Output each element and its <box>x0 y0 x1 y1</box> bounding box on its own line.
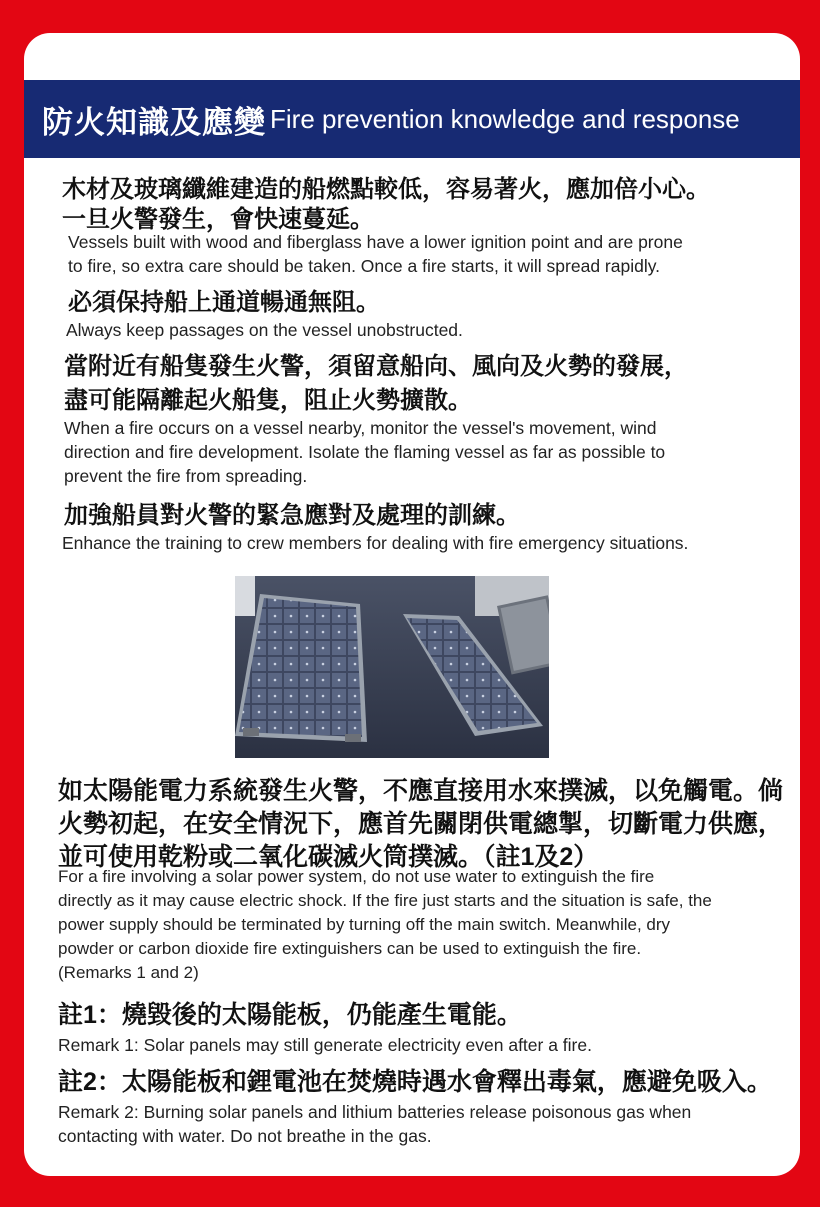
section-nearby-fire <box>64 352 688 416</box>
title-zh: 防火知識及應變 <box>42 104 266 140</box>
en-line: contacting with water. Do not breathe in the gas. <box>58 1126 432 1146</box>
notice-card <box>24 33 800 1176</box>
section-solar-fire <box>58 775 783 874</box>
section-passages-en <box>66 318 463 342</box>
section-nearby-fire-en <box>64 416 665 488</box>
remark-1 <box>58 1000 522 1030</box>
title-banner <box>24 80 800 158</box>
remark-2 <box>58 1067 772 1097</box>
en-line: For a fire involving a solar power system, do not use water to extinguish the fire <box>58 867 655 886</box>
en-line: powder or carbon dioxide fire extinguishers can be used to extinguish the fire. <box>58 939 642 958</box>
en-line: Vessels built with wood and fiberglass have a lower ignition point and are prone <box>68 232 683 252</box>
section-ignition <box>62 175 710 235</box>
section-ignition-en <box>68 230 683 278</box>
solar-panels-image <box>235 576 549 758</box>
section-training-en <box>62 531 688 555</box>
zh-line: 一旦火警發生，會快速蔓延。 <box>62 206 374 233</box>
en-line: prevent the fire from spreading. <box>64 466 308 486</box>
zh-line: 必須保持船上通道暢通無阻。 <box>68 289 380 316</box>
zh-line: 並可使用乾粉或二氧化碳滅火筒撲滅。（註1及2） <box>58 843 599 871</box>
zh-line: 註2：太陽能板和鋰電池在焚燒時遇水會釋出毒氣，應避免吸入。 <box>58 1068 772 1096</box>
en-line: Remark 1: Solar panels may still generate electricity even after a fire. <box>58 1035 592 1055</box>
remark-1-en <box>58 1033 592 1057</box>
en-line: Always keep passages on the vessel unobstructed. <box>66 320 463 340</box>
en-line: direction and fire development. Isolate the flaming vessel as far as possible to <box>64 442 666 462</box>
zh-line: 木材及玻璃纖維建造的船燃點較低，容易著火，應加倍小心。 <box>62 176 710 203</box>
section-training <box>64 501 520 531</box>
zh-line: 火勢初起，在安全情況下，應首先關閉供電總掣，切斷電力供應， <box>58 810 784 838</box>
zh-line: 當附近有船隻發生火警，須留意船向、風向及火勢的發展， <box>64 353 688 380</box>
section-solar-fire-en <box>58 865 712 985</box>
title-en: Fire prevention knowledge and response <box>270 103 740 134</box>
en-line: Enhance the training to crew members for dealing with fire emergency situations. <box>62 533 689 553</box>
zh-line: 盡可能隔離起火船隻，阻止火勢擴散。 <box>64 387 472 414</box>
en-line: to fire, so extra care should be taken. Once a fire starts, it will spread rapidly. <box>68 256 661 276</box>
zh-line: 加強船員對火警的緊急應對及處理的訓練。 <box>64 502 520 529</box>
en-line: (Remarks 1 and 2) <box>58 963 199 982</box>
remark-2-en <box>58 1100 691 1148</box>
en-line: Remark 2: Burning solar panels and lithium batteries release poisonous gas when <box>58 1102 692 1122</box>
zh-line: 如太陽能電力系統發生火警，不應直接用水來撲滅，以免觸電。倘 <box>58 777 784 805</box>
solar-panels-photo <box>235 576 549 758</box>
en-line: power supply should be terminated by turning off the main switch. Meanwhile, dry <box>58 915 671 934</box>
zh-line: 註1：燒毀後的太陽能板，仍能產生電能。 <box>58 1001 522 1029</box>
section-passages <box>68 288 380 318</box>
en-line: When a fire occurs on a vessel nearby, monitor the vessel's movement, wind <box>64 418 657 438</box>
en-line: directly as it may cause electric shock. If the fire just starts and the situation is safe, the <box>58 891 712 910</box>
